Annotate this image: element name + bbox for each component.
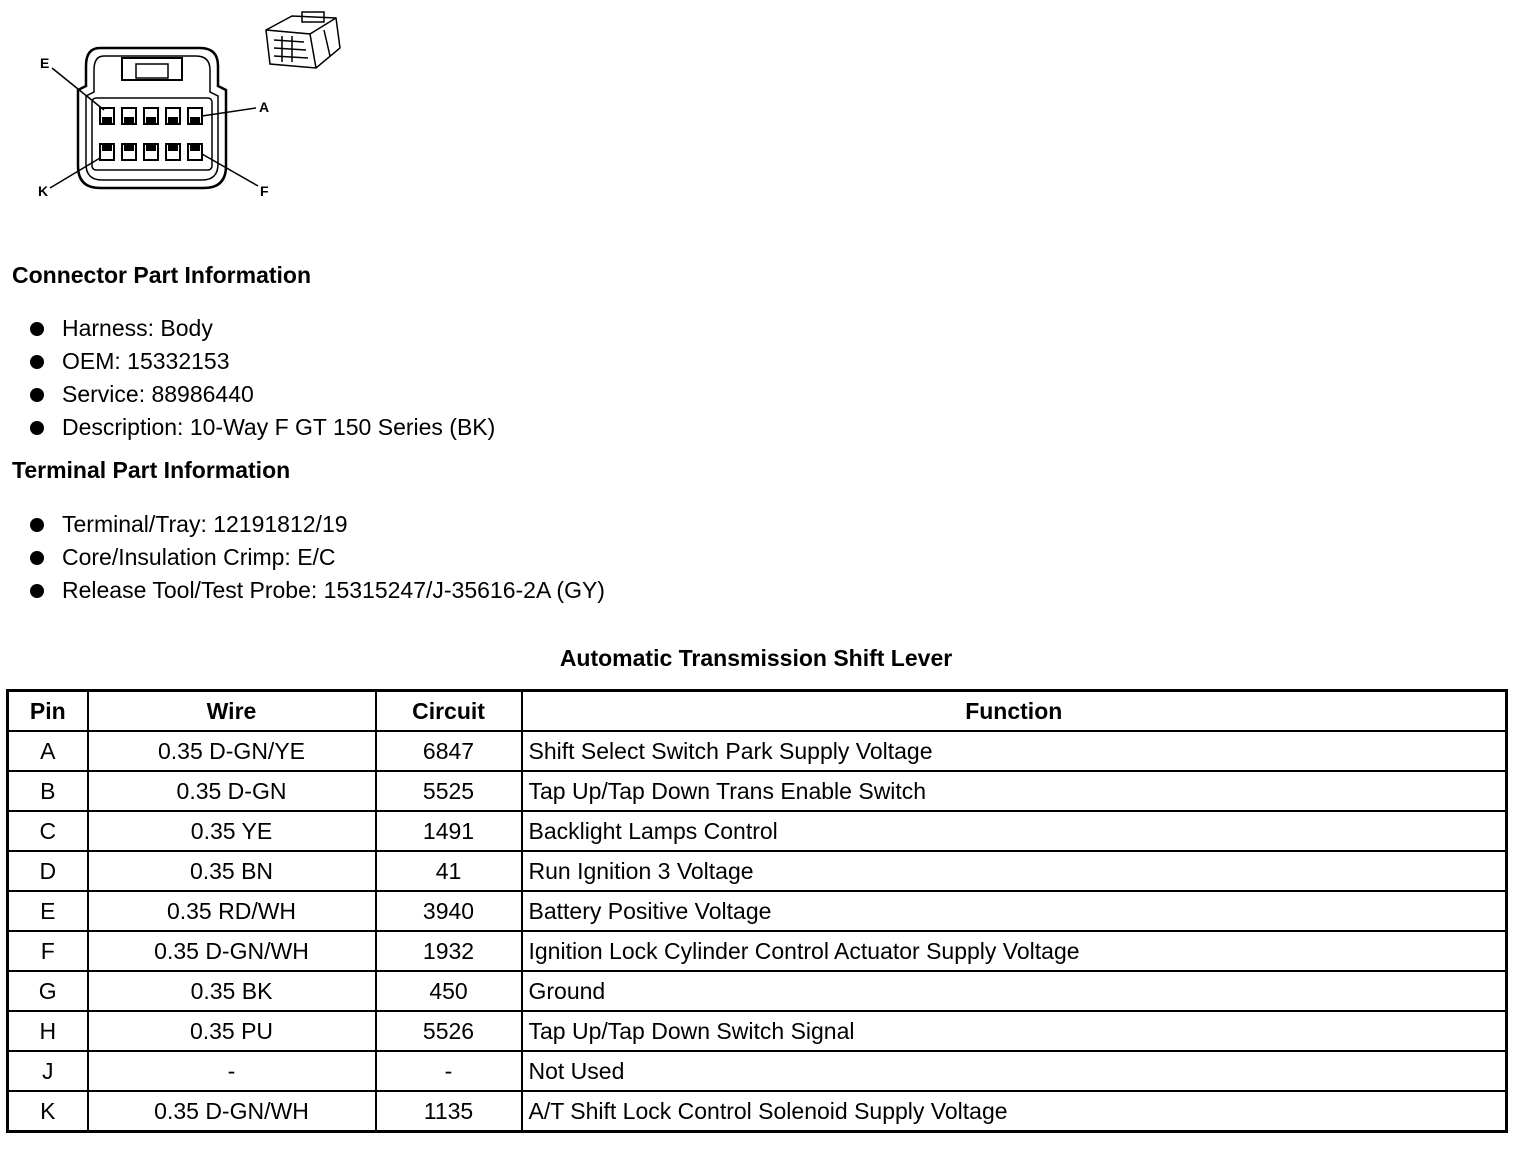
cell-pin: G <box>8 971 88 1011</box>
cell-wire: 0.35 BK <box>88 971 376 1011</box>
header-pin: Pin <box>8 691 88 732</box>
cell-function: Ignition Lock Cylinder Control Actuator Supply Voltage <box>522 931 1507 971</box>
pin-label-e: E <box>40 55 50 71</box>
cell-function: Shift Select Switch Park Supply Voltage <box>522 731 1507 771</box>
cell-function: Tap Up/Tap Down Trans Enable Switch <box>522 771 1507 811</box>
cell-wire: 0.35 D-GN/WH <box>88 1091 376 1132</box>
pin-label-f: F <box>260 183 269 199</box>
table-row <box>8 931 1507 971</box>
pin-label-a: A <box>259 99 270 115</box>
table-row <box>8 771 1507 811</box>
cell-pin: J <box>8 1051 88 1091</box>
cell-circuit: 5526 <box>376 1011 522 1051</box>
cell-circuit: 450 <box>376 971 522 1011</box>
connector-face-drawing <box>30 8 360 208</box>
table-row <box>8 851 1507 891</box>
bullet-icon <box>30 388 44 402</box>
terminal-row-bottom <box>100 144 202 160</box>
cell-pin: C <box>8 811 88 851</box>
cell-circuit: 3940 <box>376 891 522 931</box>
table-row <box>8 811 1507 851</box>
table-row <box>8 971 1507 1011</box>
cell-circuit: 5525 <box>376 771 522 811</box>
list-item: Terminal/Tray: 12191812/19 <box>24 508 605 541</box>
cell-wire: - <box>88 1051 376 1091</box>
cell-function: Backlight Lamps Control <box>522 811 1507 851</box>
cell-circuit: 1491 <box>376 811 522 851</box>
bullet-icon <box>30 355 44 369</box>
list-item: Description: 10-Way F GT 150 Series (BK) <box>24 411 495 444</box>
cell-function: Tap Up/Tap Down Switch Signal <box>522 1011 1507 1051</box>
cell-pin: H <box>8 1011 88 1051</box>
table-row <box>8 731 1507 771</box>
cell-circuit: 1135 <box>376 1091 522 1132</box>
table-row <box>8 1051 1507 1091</box>
list-item: Harness: Body <box>24 312 495 345</box>
cell-wire: 0.35 PU <box>88 1011 376 1051</box>
terminal-info-heading: Terminal Part Information <box>12 457 291 483</box>
cell-circuit: 41 <box>376 851 522 891</box>
table-title: Automatic Transmission Shift Lever <box>559 645 953 671</box>
cell-pin: K <box>8 1091 88 1132</box>
terminal-info-list <box>24 508 605 607</box>
bullet-icon <box>30 518 44 532</box>
cell-function: Not Used <box>522 1051 1507 1091</box>
cell-wire: 0.35 YE <box>88 811 376 851</box>
cell-wire: 0.35 D-GN/WH <box>88 931 376 971</box>
pin-label-k: K <box>38 183 49 199</box>
bullet-icon <box>30 584 44 598</box>
cell-pin: F <box>8 931 88 971</box>
bullet-icon <box>30 322 44 336</box>
cell-pin: D <box>8 851 88 891</box>
cell-circuit: 1932 <box>376 931 522 971</box>
connector-info-list <box>24 312 495 444</box>
list-item: Service: 88986440 <box>24 378 495 411</box>
header-function: Function <box>522 691 1507 732</box>
table-row <box>8 1091 1507 1132</box>
terminal-row-top <box>100 108 202 124</box>
connector-info-heading: Connector Part Information <box>12 262 312 288</box>
cell-function: Run Ignition 3 Voltage <box>522 851 1507 891</box>
cell-function: Ground <box>522 971 1507 1011</box>
cell-pin: B <box>8 771 88 811</box>
cell-circuit: 6847 <box>376 731 522 771</box>
cell-pin: E <box>8 891 88 931</box>
table-row <box>8 891 1507 931</box>
table-row <box>8 1011 1507 1051</box>
cell-wire: 0.35 D-GN/YE <box>88 731 376 771</box>
header-wire: Wire <box>88 691 376 732</box>
cell-function: A/T Shift Lock Control Solenoid Supply Voltage <box>522 1091 1507 1132</box>
list-item: Core/Insulation Crimp: E/C <box>24 541 605 574</box>
list-item: OEM: 15332153 <box>24 345 495 378</box>
pinout-table <box>6 689 1508 1133</box>
table-header-row <box>8 691 1507 732</box>
bullet-icon <box>30 551 44 565</box>
cell-pin: A <box>8 731 88 771</box>
cell-circuit: - <box>376 1051 522 1091</box>
bullet-icon <box>30 421 44 435</box>
list-item: Release Tool/Test Probe: 15315247/J-35616-2A (GY) <box>24 574 605 607</box>
header-circuit: Circuit <box>376 691 522 732</box>
connector-isometric-icon <box>266 12 340 68</box>
cell-wire: 0.35 RD/WH <box>88 891 376 931</box>
cell-wire: 0.35 D-GN <box>88 771 376 811</box>
cell-function: Battery Positive Voltage <box>522 891 1507 931</box>
connector-diagram <box>30 8 360 208</box>
cell-wire: 0.35 BN <box>88 851 376 891</box>
